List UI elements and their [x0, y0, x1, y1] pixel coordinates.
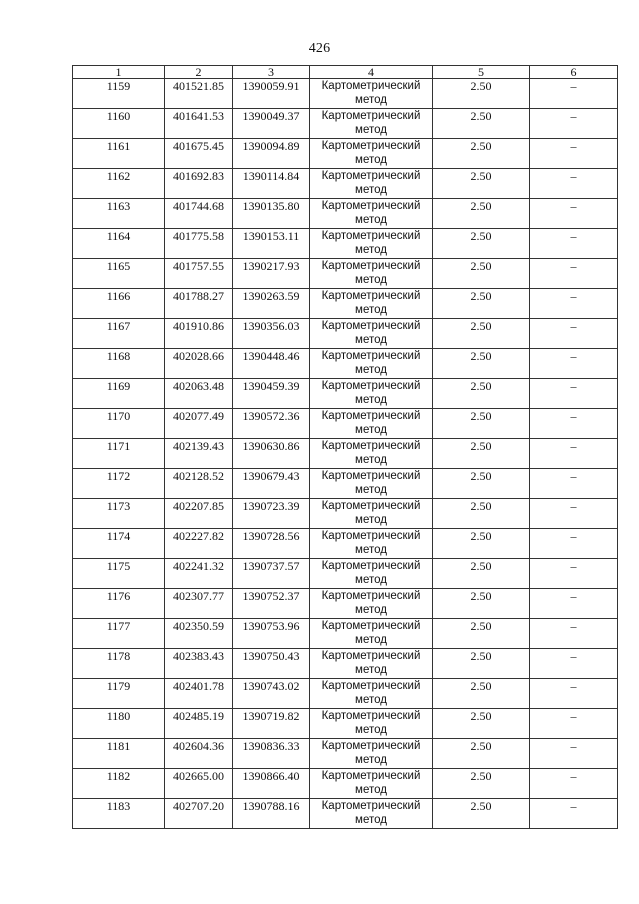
y-coordinate-cell: 1390719.82 [233, 709, 310, 739]
table-row [73, 799, 618, 829]
x-coordinate-cell: 402207.85 [165, 499, 233, 529]
point-number-cell: 1172 [73, 469, 165, 499]
accuracy-cell: 2.50 [433, 529, 530, 559]
method-cell: Картометрический метод [310, 439, 433, 469]
point-number-cell: 1161 [73, 139, 165, 169]
method-cell: Картометрический метод [310, 79, 433, 109]
x-coordinate-cell: 402063.48 [165, 379, 233, 409]
accuracy-cell: 2.50 [433, 259, 530, 289]
x-coordinate-cell: 401744.68 [165, 199, 233, 229]
table-row [73, 199, 618, 229]
x-coordinate-cell: 402077.49 [165, 409, 233, 439]
x-coordinate-cell: 402350.59 [165, 619, 233, 649]
method-cell: Картометрический метод [310, 499, 433, 529]
table-row [73, 589, 618, 619]
point-number-cell: 1183 [73, 799, 165, 829]
accuracy-cell: 2.50 [433, 469, 530, 499]
note-cell: – [530, 619, 618, 649]
table-row [73, 679, 618, 709]
table-row [73, 379, 618, 409]
y-coordinate-cell: 1390753.96 [233, 619, 310, 649]
accuracy-cell: 2.50 [433, 559, 530, 589]
point-number-cell: 1168 [73, 349, 165, 379]
accuracy-cell: 2.50 [433, 379, 530, 409]
x-coordinate-cell: 402128.52 [165, 469, 233, 499]
y-coordinate-cell: 1390836.33 [233, 739, 310, 769]
method-cell: Картометрический метод [310, 169, 433, 199]
method-cell: Картометрический метод [310, 619, 433, 649]
method-cell: Картометрический метод [310, 319, 433, 349]
accuracy-cell: 2.50 [433, 679, 530, 709]
point-number-cell: 1165 [73, 259, 165, 289]
point-number-cell: 1178 [73, 649, 165, 679]
point-number-cell: 1162 [73, 169, 165, 199]
accuracy-cell: 2.50 [433, 409, 530, 439]
table-row [73, 769, 618, 799]
y-coordinate-cell: 1390114.84 [233, 169, 310, 199]
y-coordinate-cell: 1390752.37 [233, 589, 310, 619]
note-cell: – [530, 469, 618, 499]
method-cell: Картометрический метод [310, 529, 433, 559]
y-coordinate-cell: 1390049.37 [233, 109, 310, 139]
accuracy-cell: 2.50 [433, 139, 530, 169]
x-coordinate-cell: 402485.19 [165, 709, 233, 739]
table-row [73, 109, 618, 139]
y-coordinate-cell: 1390059.91 [233, 79, 310, 109]
accuracy-cell: 2.50 [433, 109, 530, 139]
point-number-cell: 1179 [73, 679, 165, 709]
method-cell: Картометрический метод [310, 709, 433, 739]
table-row [73, 169, 618, 199]
method-cell: Картометрический метод [310, 199, 433, 229]
column-header: 1 [73, 66, 165, 79]
note-cell: – [530, 229, 618, 259]
note-cell: – [530, 649, 618, 679]
point-number-cell: 1175 [73, 559, 165, 589]
y-coordinate-cell: 1390356.03 [233, 319, 310, 349]
point-number-cell: 1177 [73, 619, 165, 649]
x-coordinate-cell: 401788.27 [165, 289, 233, 319]
point-number-cell: 1166 [73, 289, 165, 319]
point-number-cell: 1181 [73, 739, 165, 769]
accuracy-cell: 2.50 [433, 319, 530, 349]
x-coordinate-cell: 402227.82 [165, 529, 233, 559]
accuracy-cell: 2.50 [433, 289, 530, 319]
y-coordinate-cell: 1390723.39 [233, 499, 310, 529]
y-coordinate-cell: 1390459.39 [233, 379, 310, 409]
x-coordinate-cell: 402307.77 [165, 589, 233, 619]
table-row [73, 619, 618, 649]
method-cell: Картометрический метод [310, 139, 433, 169]
note-cell: – [530, 409, 618, 439]
point-number-cell: 1167 [73, 319, 165, 349]
x-coordinate-cell: 401910.86 [165, 319, 233, 349]
y-coordinate-cell: 1390679.43 [233, 469, 310, 499]
column-header: 5 [433, 66, 530, 79]
y-coordinate-cell: 1390630.86 [233, 439, 310, 469]
table-row [73, 529, 618, 559]
point-number-cell: 1182 [73, 769, 165, 799]
note-cell: – [530, 499, 618, 529]
note-cell: – [530, 319, 618, 349]
accuracy-cell: 2.50 [433, 79, 530, 109]
coordinates-table [72, 65, 618, 829]
accuracy-cell: 2.50 [433, 169, 530, 199]
method-cell: Картометрический метод [310, 379, 433, 409]
note-cell: – [530, 289, 618, 319]
table-row [73, 649, 618, 679]
note-cell: – [530, 349, 618, 379]
y-coordinate-cell: 1390572.36 [233, 409, 310, 439]
x-coordinate-cell: 402241.32 [165, 559, 233, 589]
accuracy-cell: 2.50 [433, 229, 530, 259]
y-coordinate-cell: 1390737.57 [233, 559, 310, 589]
note-cell: – [530, 439, 618, 469]
y-coordinate-cell: 1390135.80 [233, 199, 310, 229]
note-cell: – [530, 769, 618, 799]
point-number-cell: 1176 [73, 589, 165, 619]
method-cell: Картометрический метод [310, 679, 433, 709]
method-cell: Картометрический метод [310, 769, 433, 799]
accuracy-cell: 2.50 [433, 739, 530, 769]
note-cell: – [530, 799, 618, 829]
y-coordinate-cell: 1390866.40 [233, 769, 310, 799]
accuracy-cell: 2.50 [433, 709, 530, 739]
table-row [73, 409, 618, 439]
y-coordinate-cell: 1390153.11 [233, 229, 310, 259]
method-cell: Картометрический метод [310, 469, 433, 499]
y-coordinate-cell: 1390094.89 [233, 139, 310, 169]
accuracy-cell: 2.50 [433, 589, 530, 619]
table-body [73, 66, 618, 829]
accuracy-cell: 2.50 [433, 619, 530, 649]
method-cell: Картометрический метод [310, 409, 433, 439]
method-cell: Картометрический метод [310, 349, 433, 379]
table-row [73, 229, 618, 259]
x-coordinate-cell: 402383.43 [165, 649, 233, 679]
point-number-cell: 1171 [73, 439, 165, 469]
note-cell: – [530, 259, 618, 289]
y-coordinate-cell: 1390448.46 [233, 349, 310, 379]
method-cell: Картометрический метод [310, 259, 433, 289]
accuracy-cell: 2.50 [433, 649, 530, 679]
note-cell: – [530, 139, 618, 169]
point-number-cell: 1160 [73, 109, 165, 139]
accuracy-cell: 2.50 [433, 769, 530, 799]
y-coordinate-cell: 1390750.43 [233, 649, 310, 679]
table-row [73, 289, 618, 319]
accuracy-cell: 2.50 [433, 499, 530, 529]
method-cell: Картометрический метод [310, 739, 433, 769]
x-coordinate-cell: 401692.83 [165, 169, 233, 199]
column-header: 4 [310, 66, 433, 79]
accuracy-cell: 2.50 [433, 439, 530, 469]
column-header: 3 [233, 66, 310, 79]
point-number-cell: 1173 [73, 499, 165, 529]
table-row [73, 349, 618, 379]
note-cell: – [530, 199, 618, 229]
method-cell: Картометрический метод [310, 799, 433, 829]
y-coordinate-cell: 1390217.93 [233, 259, 310, 289]
table-row [73, 559, 618, 589]
accuracy-cell: 2.50 [433, 199, 530, 229]
table-row [73, 139, 618, 169]
point-number-cell: 1164 [73, 229, 165, 259]
x-coordinate-cell: 401675.45 [165, 139, 233, 169]
x-coordinate-cell: 402401.78 [165, 679, 233, 709]
accuracy-cell: 2.50 [433, 349, 530, 379]
y-coordinate-cell: 1390263.59 [233, 289, 310, 319]
y-coordinate-cell: 1390743.02 [233, 679, 310, 709]
method-cell: Картометрический метод [310, 229, 433, 259]
point-number-cell: 1180 [73, 709, 165, 739]
point-number-cell: 1169 [73, 379, 165, 409]
table-row [73, 79, 618, 109]
y-coordinate-cell: 1390788.16 [233, 799, 310, 829]
table-row [73, 259, 618, 289]
table-row [73, 469, 618, 499]
note-cell: – [530, 109, 618, 139]
note-cell: – [530, 169, 618, 199]
note-cell: – [530, 529, 618, 559]
point-number-cell: 1163 [73, 199, 165, 229]
x-coordinate-cell: 402604.36 [165, 739, 233, 769]
note-cell: – [530, 379, 618, 409]
note-cell: – [530, 559, 618, 589]
x-coordinate-cell: 401641.53 [165, 109, 233, 139]
note-cell: – [530, 79, 618, 109]
table-row [73, 739, 618, 769]
y-coordinate-cell: 1390728.56 [233, 529, 310, 559]
accuracy-cell: 2.50 [433, 799, 530, 829]
method-cell: Картометрический метод [310, 109, 433, 139]
point-number-cell: 1174 [73, 529, 165, 559]
x-coordinate-cell: 401775.58 [165, 229, 233, 259]
point-number-cell: 1159 [73, 79, 165, 109]
page-number: 426 [308, 41, 331, 56]
x-coordinate-cell: 401521.85 [165, 79, 233, 109]
table-row [73, 439, 618, 469]
method-cell: Картометрический метод [310, 649, 433, 679]
column-header: 6 [530, 66, 618, 79]
point-number-cell: 1170 [73, 409, 165, 439]
table-row [73, 499, 618, 529]
x-coordinate-cell: 402665.00 [165, 769, 233, 799]
note-cell: – [530, 679, 618, 709]
x-coordinate-cell: 402028.66 [165, 349, 233, 379]
method-cell: Картометрический метод [310, 589, 433, 619]
table-row [73, 709, 618, 739]
method-cell: Картометрический метод [310, 559, 433, 589]
method-cell: Картометрический метод [310, 289, 433, 319]
note-cell: – [530, 589, 618, 619]
table-header-row [73, 66, 618, 79]
column-header: 2 [165, 66, 233, 79]
x-coordinate-cell: 401757.55 [165, 259, 233, 289]
table-row [73, 319, 618, 349]
x-coordinate-cell: 402139.43 [165, 439, 233, 469]
note-cell: – [530, 739, 618, 769]
note-cell: – [530, 709, 618, 739]
x-coordinate-cell: 402707.20 [165, 799, 233, 829]
